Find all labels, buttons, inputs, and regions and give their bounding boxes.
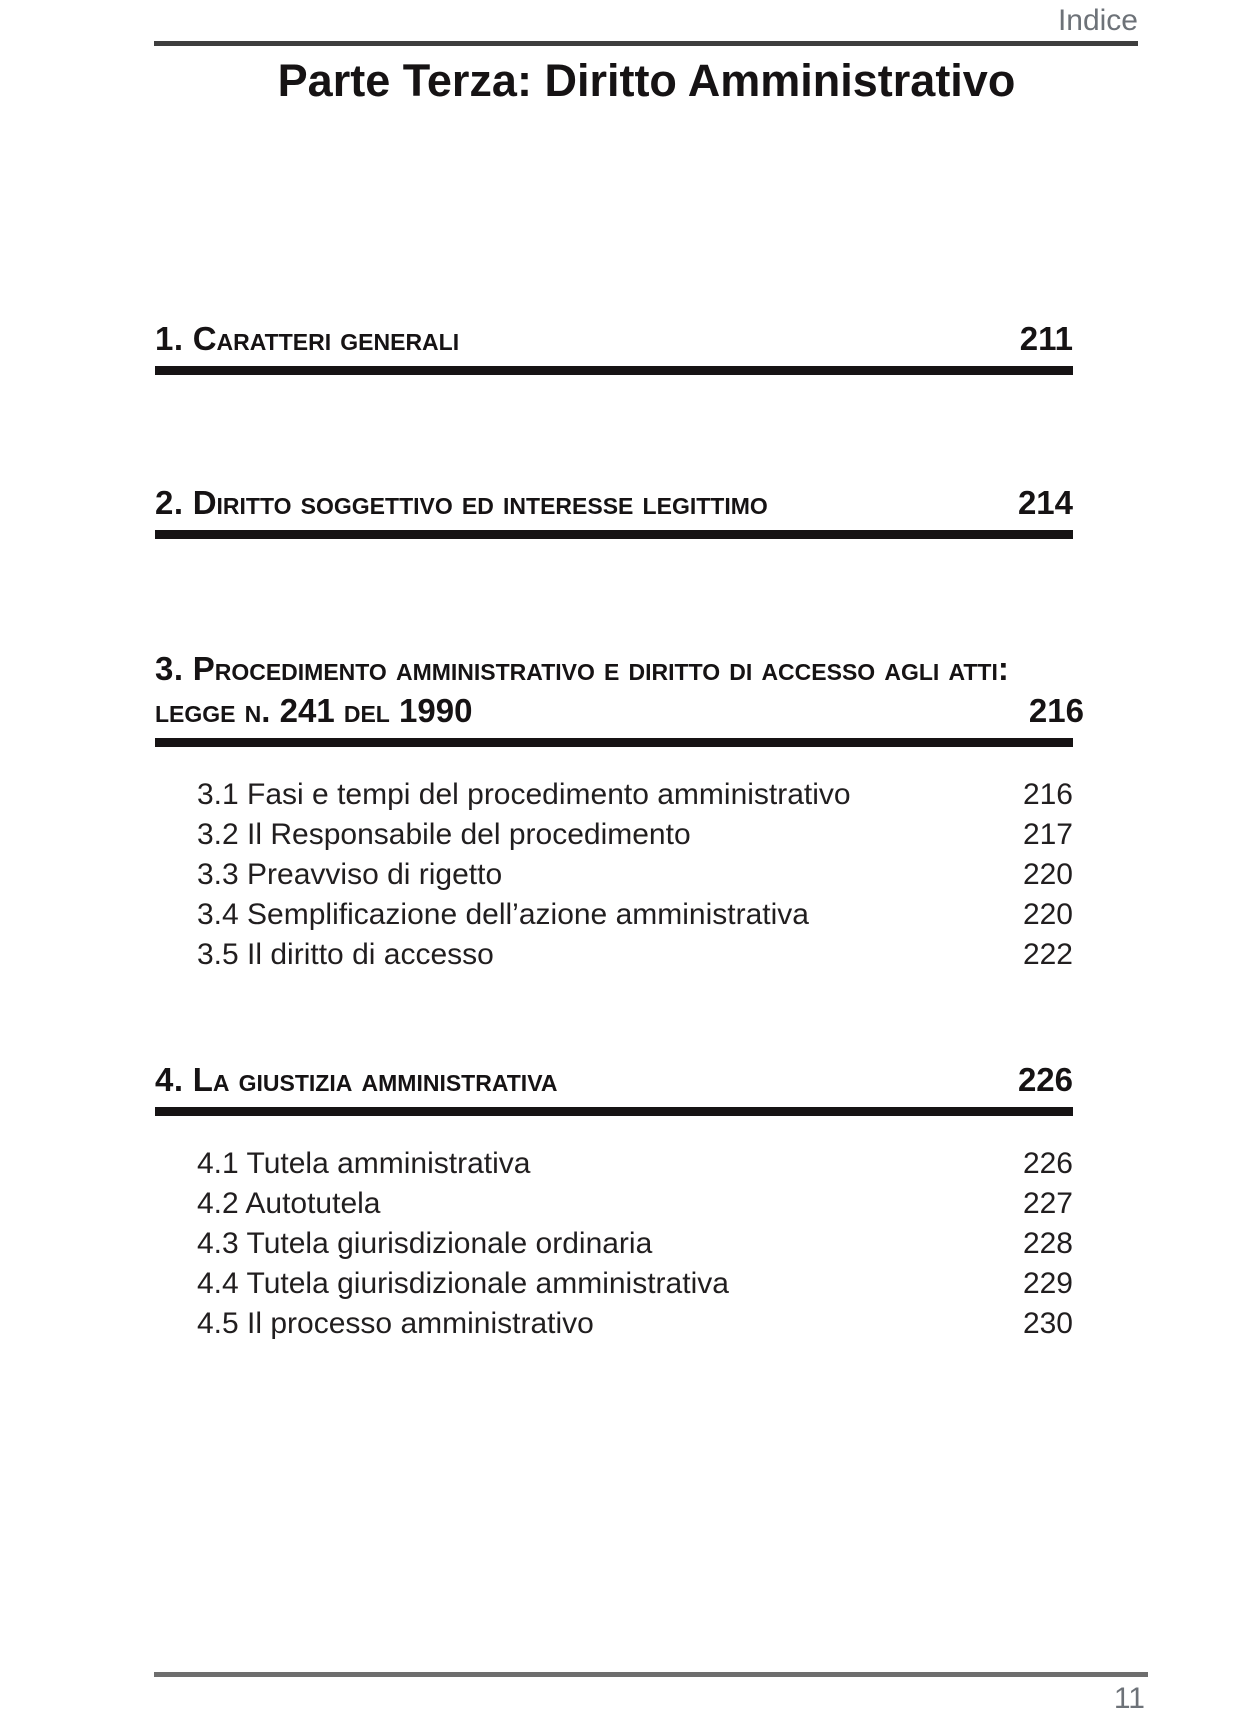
toc-section-title-line2: legge n. 241 del 1990 bbox=[155, 692, 473, 729]
toc-section-title bbox=[155, 318, 1020, 360]
toc-item-page-number: 226 bbox=[1022, 1147, 1073, 1180]
toc-section-heading bbox=[155, 318, 1073, 360]
section-rule bbox=[155, 1107, 1073, 1116]
toc-section-heading bbox=[155, 1059, 1073, 1101]
toc-item-page-number: 220 bbox=[1022, 858, 1073, 891]
toc-section-4 bbox=[155, 1059, 1073, 1344]
toc-subitem-list bbox=[197, 775, 1073, 975]
toc-item bbox=[197, 815, 1073, 855]
toc-item bbox=[197, 935, 1073, 975]
toc-item-label: 3.5 Il diritto di accesso bbox=[197, 938, 494, 971]
toc-section-number: 2. bbox=[155, 484, 184, 521]
toc-section-3 bbox=[155, 648, 1084, 975]
section-rule bbox=[155, 530, 1073, 539]
toc-item-page-number: 228 bbox=[1022, 1227, 1073, 1260]
toc-section-number: 4. bbox=[155, 1061, 184, 1098]
page-number: 11 bbox=[1113, 1682, 1145, 1715]
toc-item bbox=[197, 775, 1073, 815]
toc-section-title-text: Diritto soggettivo ed interesse legittimo bbox=[192, 484, 768, 521]
toc-item bbox=[197, 895, 1073, 935]
toc-subitem-list bbox=[197, 1144, 1073, 1344]
toc-section-heading bbox=[155, 482, 1073, 524]
page-title: Parte Terza: Diritto Amministrativo bbox=[277, 55, 1016, 106]
toc-section-heading bbox=[155, 648, 1084, 732]
toc-item-page-number: 222 bbox=[1022, 938, 1073, 971]
toc-item-label: 3.3 Preavviso di rigetto bbox=[197, 858, 503, 891]
toc-section-number: 3. bbox=[155, 650, 184, 687]
toc-item-page-number: 220 bbox=[1022, 898, 1073, 931]
toc-section-page-number: 214 bbox=[1017, 484, 1073, 521]
toc-item-label: 3.2 Il Responsabile del procedimento bbox=[197, 818, 691, 851]
toc-item-label: 4.3 Tutela giurisdizionale ordinaria bbox=[197, 1227, 653, 1260]
toc-item-page-number: 217 bbox=[1022, 818, 1073, 851]
toc-item bbox=[197, 1304, 1073, 1344]
toc-section-1 bbox=[155, 318, 1073, 375]
toc-item-label: 4.2 Autotutela bbox=[197, 1187, 381, 1220]
running-header: Indice bbox=[1057, 4, 1138, 37]
toc-section-page-number: 216 bbox=[1028, 692, 1084, 729]
toc-section-page-number: 226 bbox=[1017, 1061, 1073, 1098]
toc-item-page-number: 227 bbox=[1022, 1187, 1073, 1220]
toc-section-title-text: Caratteri generali bbox=[192, 320, 460, 357]
toc-section-title bbox=[155, 648, 1029, 732]
toc-section-number: 1. bbox=[155, 320, 184, 357]
toc-item-label: 3.1 Fasi e tempi del procedimento amministrativo bbox=[197, 778, 851, 811]
toc-item-label: 4.5 Il processo amministrativo bbox=[197, 1307, 594, 1340]
section-rule bbox=[155, 366, 1073, 375]
footer-rule bbox=[154, 1672, 1148, 1677]
toc-item bbox=[197, 1264, 1073, 1304]
toc-section-page-number: 211 bbox=[1019, 320, 1073, 357]
toc-item-page-number: 229 bbox=[1022, 1267, 1073, 1300]
toc-item-page-number: 230 bbox=[1022, 1307, 1073, 1340]
toc-item bbox=[197, 1144, 1073, 1184]
toc-section-title bbox=[155, 1059, 1018, 1101]
toc-section-title-text: Procedimento amministrativo e diritto di accesso agli atti: bbox=[192, 650, 1009, 687]
toc-item bbox=[197, 1184, 1073, 1224]
section-rule bbox=[155, 738, 1073, 747]
toc-item bbox=[197, 1224, 1073, 1264]
toc-item-label: 4.1 Tutela amministrativa bbox=[197, 1147, 531, 1180]
toc-section-title bbox=[155, 482, 1018, 524]
toc-section-title-text: La giustizia amministrativa bbox=[192, 1061, 558, 1098]
toc-item-label: 4.4 Tutela giurisdizionale amministrativa bbox=[197, 1267, 729, 1300]
toc-item-label: 3.4 Semplificazione dell’azione amministrativa bbox=[197, 898, 809, 931]
header-rule bbox=[154, 41, 1138, 46]
toc-item-page-number: 216 bbox=[1022, 778, 1073, 811]
toc-section-2 bbox=[155, 482, 1073, 539]
toc-item bbox=[197, 855, 1073, 895]
